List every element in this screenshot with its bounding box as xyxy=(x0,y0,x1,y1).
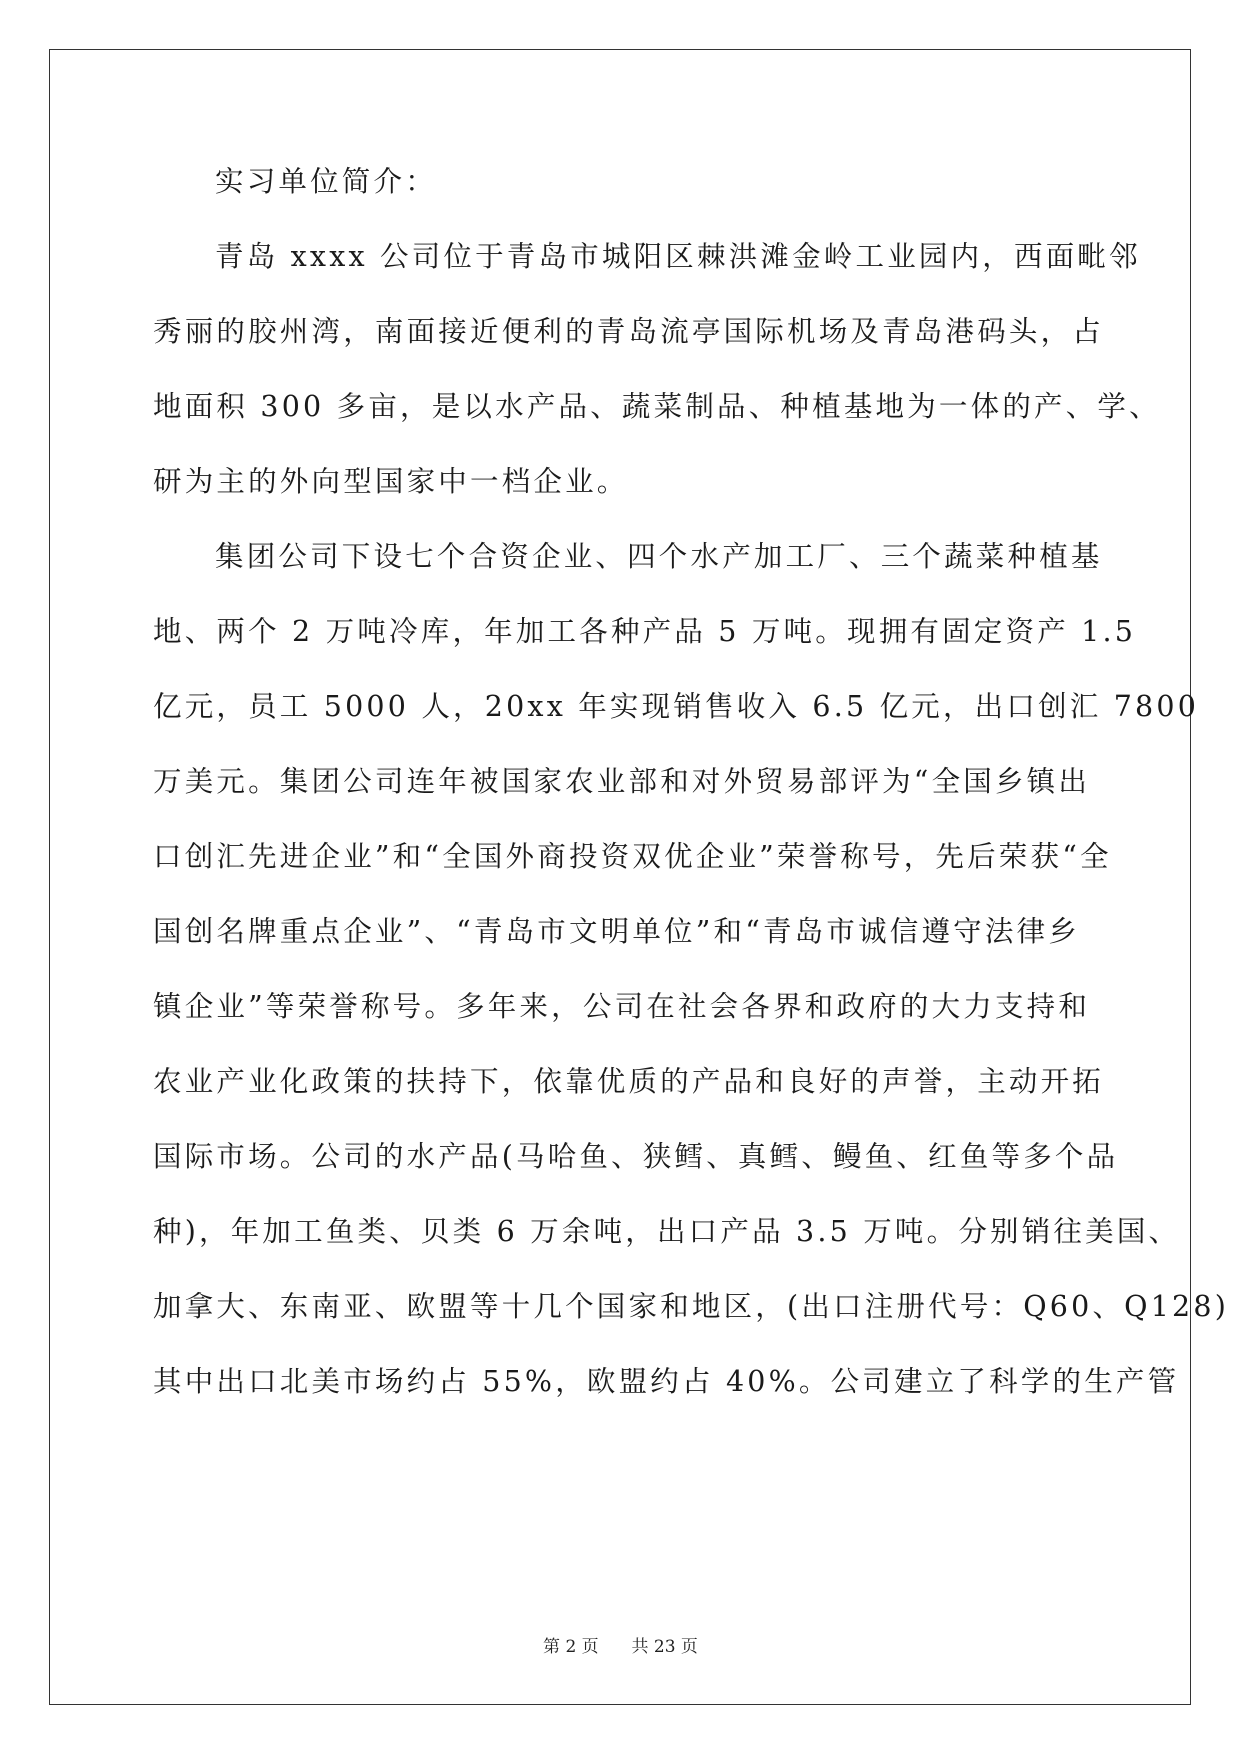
document-heading: 实习单位简介： xyxy=(215,165,437,198)
paragraph-line: 集团公司下设七个合资企业、四个水产加工厂、三个蔬菜种植基 xyxy=(215,540,1103,573)
paragraph-line: 地面积 300 多亩，是以水产品、蔬菜制品、种植基地为一体的产、学、 xyxy=(153,390,1161,423)
paragraph-line: 万美元。集团公司连年被国家农业部和对外贸易部评为“全国乡镇出 xyxy=(153,765,1091,798)
paragraph-line: 镇企业”等荣誉称号。多年来，公司在社会各界和政府的大力支持和 xyxy=(153,990,1091,1023)
page-border xyxy=(49,49,1191,1705)
page-total: 共 23 页 xyxy=(631,1637,698,1657)
page-footer xyxy=(0,1632,1241,1657)
paragraph-line: 地、两个 2 万吨冷库，年加工各种产品 5 万吨。现拥有固定资产 1.5 xyxy=(153,615,1137,648)
paragraph-line: 其中出口北美市场约占 55%，欧盟约占 40%。公司建立了科学的生产管 xyxy=(153,1365,1180,1398)
paragraph-line: 青岛 xxxx 公司位于青岛市城阳区棘洪滩金岭工业园内，西面毗邻 xyxy=(215,240,1141,273)
paragraph-line: 国际市场。公司的水产品(马哈鱼、狭鳕、真鳕、鳗鱼、红鱼等多个品 xyxy=(153,1140,1119,1173)
paragraph-line: 加拿大、东南亚、欧盟等十几个国家和地区，(出口注册代号：Q60、Q128) xyxy=(153,1290,1230,1323)
paragraph-line: 种)，年加工鱼类、贝类 6 万余吨，出口产品 3.5 万吨。分别销往美国、 xyxy=(153,1215,1181,1248)
paragraph-line: 研为主的外向型国家中一档企业。 xyxy=(153,465,629,498)
paragraph-line: 秀丽的胶州湾，南面接近便利的青岛流亭国际机场及青岛港码头，占 xyxy=(153,315,1105,348)
paragraph-line: 国创名牌重点企业”、“青岛市文明单位”和“青岛市诚信遵守法律乡 xyxy=(153,915,1080,948)
page-number: 第 2 页 xyxy=(543,1637,599,1657)
paragraph-line: 农业产业化政策的扶持下，依靠优质的产品和良好的声誉，主动开拓 xyxy=(153,1065,1105,1098)
paragraph-line: 口创汇先进企业”和“全国外商投资双优企业”荣誉称号，先后荣获“全 xyxy=(153,840,1112,873)
paragraph-line: 亿元，员工 5000 人，20xx 年实现销售收入 6.5 亿元，出口创汇 7800 xyxy=(153,690,1200,723)
